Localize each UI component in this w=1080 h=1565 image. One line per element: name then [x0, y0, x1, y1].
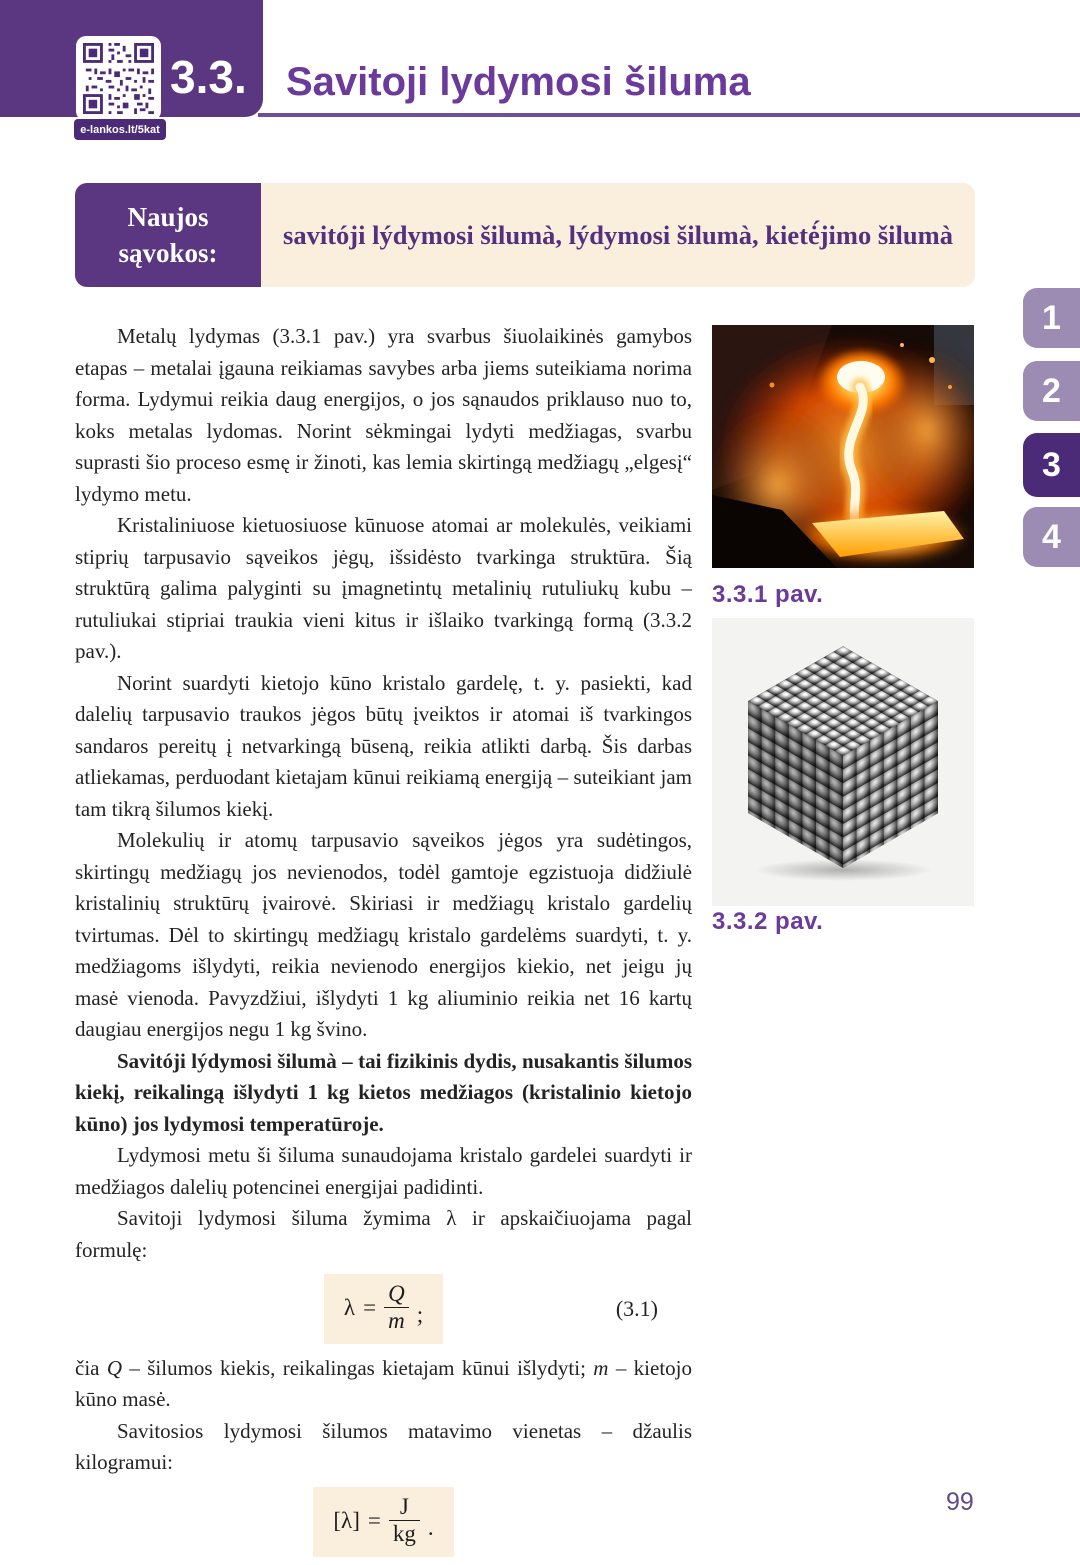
- figure-melting-metal-photo: [712, 325, 974, 568]
- fraction: [389, 1494, 420, 1548]
- equation-suffix: .: [427, 1514, 434, 1540]
- fraction-numerator: J: [399, 1493, 409, 1519]
- qr-code-icon: [76, 36, 161, 121]
- equation-3-1-row: [75, 1274, 692, 1344]
- paragraph-explanation: [75, 1353, 692, 1416]
- fraction-denominator: m: [384, 1307, 409, 1334]
- equation-number: (3.1): [615, 1295, 658, 1321]
- paragraph-3: Norint suardyti kietojo kūno kristalo gardelę, t. y. pasiekti, kad dalelių tarpusavio traukos jėgos būtų įveiktos ir atomai iš tvarkingos sandaros pereitų į netvarkingą būseną, reikia atlikti darbą. Šis darbas atliekamas, perduodant kietajam kūnui reikiamą energiją – suteikiant jam tam tikrą šilumos kiekį.: [75, 670, 692, 821]
- paragraph-4: Molekulių ir atomų tarpusavio sąveikos jėgos yra sudėtingos, skirtingų medžiagų jos nevienodos, todėl gamtoje egzistuoja didžiulė kristalinių struktūrų įvairovė. Skiriasi ir medžiagų kristalo gardelių tvirtumas. Dėl to skirtingų medžiagų kristalo gardelėms suardyti, t. y. medžiagoms išlydyti, reikia nevienodo energijos kiekio, net jeigu jų masė vienoda. Pavyzdžiui, išlydyti 1 kg aliuminio reikia net 16 kartų daugiau energijos negu 1 kg švino.: [75, 828, 692, 1041]
- header-rule: [258, 113, 1080, 117]
- new-concepts-terms: savitóji lýdymosi šilumà, lýdymosi šilumà, kietė́jimo šilumà: [261, 183, 975, 287]
- molten-metal-illustration: [712, 325, 974, 568]
- explanation-text: čia: [75, 1355, 107, 1380]
- equation-equals: =: [367, 1507, 381, 1533]
- figure-3-3-1-caption: 3.3.1 pav.: [712, 581, 824, 608]
- fraction: [384, 1281, 409, 1335]
- paragraph-1: Metalų lydymas (3.3.1 pav.) yra svarbus šiuolaikinės gamybos etapas – metalai įgauna reikiamas savybes arba jiems suteikiama norima forma. Lydymui reikia daug energijos, o jos sąnaudos priklauso nuo to, koks metalas lydomas. Norint sėkmingai lydyti medžiagas, svarbu suprasti šio proceso esmę ir žinoti, kas lemia skirtingą medžiagų „elgesį“ lydymo metu.: [75, 324, 692, 506]
- magnetic-balls-cube: [748, 646, 938, 871]
- equation-unit-row: [75, 1487, 692, 1557]
- qr-link-label: e-lankos.lt/5kat: [74, 119, 166, 140]
- page-number: 99: [946, 1488, 974, 1516]
- equation-equals: =: [363, 1294, 377, 1320]
- equation-lhs: λ: [343, 1294, 356, 1320]
- chapter-tab-2[interactable]: 2: [1023, 361, 1080, 421]
- new-concepts-label: Naujos sąvokos:: [75, 183, 261, 287]
- paragraph-7: Savitoji lydymosi šiluma žymima λ ir apskaičiuojama pagal formulę:: [75, 1206, 692, 1262]
- main-text-column: [75, 321, 692, 1565]
- fraction-denominator: kg: [389, 1520, 420, 1547]
- paragraph-6: Lydymosi metu ši šiluma sunaudojama kristalo gardelei suardyti ir medžiagos dalelių potencinei energijai padidinti.: [75, 1143, 692, 1199]
- chapter-tab-4[interactable]: 4: [1023, 507, 1080, 567]
- paragraph-2: Kristaliniuose kietuosiuose kūnuose atomai ar molekulės, veikiami stiprių tarpusavio sąveikos jėgų, išsidėsto tvarkinga struktūra. Šią struktūrą galima palyginti su įmagnetintų metalinių rutuliukų kubu – rutuliukai stipriai traukia vieni kitus ir išlaiko tvarkingą formą (3.3.2 pav.).: [75, 513, 692, 663]
- explanation-text: – šilumos kiekis, reikalingas kietajam kūnui išlydyti;: [122, 1355, 594, 1380]
- section-number: 3.3.: [170, 51, 247, 103]
- paragraph-9: Savitosios lydymosi šilumos matavimo vienetas – džaulis kilogramui:: [75, 1418, 692, 1475]
- new-concepts-box: [75, 183, 975, 287]
- symbol-Q: Q: [106, 1355, 123, 1380]
- equation-3-1: [324, 1274, 443, 1344]
- figure-magnetic-balls-photo: [712, 618, 974, 906]
- qr-code-graphic: [83, 43, 154, 114]
- chapter-tab-1[interactable]: 1: [1023, 288, 1080, 348]
- equation-unit: [313, 1487, 453, 1557]
- chapter-tab-3-active[interactable]: 3: [1023, 433, 1080, 497]
- fraction-numerator: Q: [388, 1281, 405, 1306]
- symbol-m: m: [593, 1355, 609, 1380]
- equation-lhs: [λ]: [333, 1507, 360, 1533]
- figure-3-3-2-caption: 3.3.2 pav.: [712, 908, 824, 935]
- equation-suffix: ;: [416, 1301, 424, 1327]
- page-title: Savitoji lydymosi šiluma: [286, 60, 751, 104]
- definition-paragraph: Savitóji lýdymosi šilumà – tai fizikinis dydis, nusakantis šilumos kiekį, reikalingą išlydyti 1 kg kietos medžiagos (kristalinio kietojo kūno) jos lydymosi temperatūroje.: [75, 1048, 692, 1136]
- explanation-text: – kietojo kūno masė.: [75, 1355, 692, 1412]
